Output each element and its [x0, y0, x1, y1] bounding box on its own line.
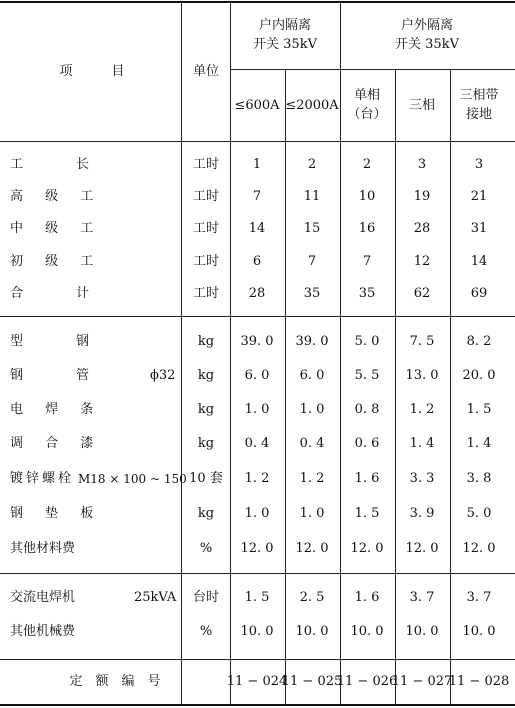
cell-value: 1. 0 [244, 506, 270, 521]
cell-value: 28 [413, 221, 431, 236]
cell-value: 7 [252, 189, 262, 204]
row-unit: % [199, 624, 213, 639]
cell-value: 6 [252, 254, 262, 269]
col-rule-outdoor-mid2 [450, 69, 451, 704]
col-rule-unit [181, 2, 182, 704]
cell-value: 69 [470, 286, 488, 301]
cell-value: 1. 5 [244, 590, 270, 605]
row-unit: % [199, 541, 213, 556]
col-rule-outdoor-mid1 [395, 69, 396, 704]
row-item-label: 镀锌螺栓 [10, 471, 75, 486]
row-spec: ϕ32 [150, 368, 176, 383]
cell-value: 3. 7 [409, 590, 435, 605]
cell-value: 3 [474, 157, 484, 172]
cell-value: 6. 0 [299, 368, 325, 383]
col-rule-outdoor [340, 2, 341, 704]
cell-value: 7. 5 [409, 334, 435, 349]
cell-value: 39. 0 [295, 334, 329, 349]
cell-value: 7 [362, 254, 372, 269]
row-item-label: 高 级 工 [10, 189, 103, 204]
cell-value: 0. 6 [354, 436, 380, 451]
row-unit: 工时 [192, 286, 220, 301]
cell-value: 6. 0 [244, 368, 270, 383]
cell-value: 35 [358, 286, 376, 301]
cell-value: 14 [248, 221, 266, 236]
cell-value: 13. 0 [405, 368, 439, 383]
cell-value: 3. 8 [466, 471, 492, 486]
row-unit: kg [197, 506, 215, 521]
cell-value: 15 [303, 221, 321, 236]
cell-value: 1. 2 [409, 402, 435, 417]
row-unit: 工时 [192, 189, 220, 204]
quota-code: 11 − 024 [226, 674, 288, 689]
cell-value: 10 [358, 189, 376, 204]
cell-value: 12 [413, 254, 431, 269]
cell-value: 28 [248, 286, 266, 301]
row-spec: M18 × 100 ~ 150 [78, 472, 187, 486]
col-rule-indoor-mid [285, 69, 286, 704]
cell-value: 2. 5 [299, 590, 325, 605]
cell-value: 10. 0 [350, 624, 384, 639]
quota-code-label: 定 额 编 号 [69, 674, 161, 689]
cell-value: 2 [307, 157, 317, 172]
header-group-outdoor: 户外隔离 开关 35kV [395, 18, 459, 52]
cell-value: 1. 6 [354, 590, 380, 605]
cell-value: 1 [252, 157, 262, 172]
cell-value: 7 [307, 254, 317, 269]
row-unit: kg [197, 402, 215, 417]
cell-value: 1. 5 [466, 402, 492, 417]
row-item-label: 合 计 [10, 286, 99, 301]
row-unit: 10 套 [189, 471, 223, 486]
row-item-label: 钢 垫 板 [10, 506, 103, 521]
row-unit: kg [197, 334, 215, 349]
row-item-label: 钢 管 [10, 368, 99, 383]
cell-value: 1. 5 [354, 506, 380, 521]
cell-value: 16 [358, 221, 376, 236]
cell-value: 12. 0 [350, 541, 384, 556]
row-unit: 工时 [192, 221, 220, 236]
cell-value: 0. 4 [244, 436, 270, 451]
cell-value: 10. 0 [405, 624, 439, 639]
cell-value: 12. 0 [240, 541, 274, 556]
cell-value: 10. 0 [462, 624, 496, 639]
cell-value: 1. 4 [409, 436, 435, 451]
row-unit: kg [197, 436, 215, 451]
cell-value: 12. 0 [295, 541, 329, 556]
row-item-label: 电 焊 条 [10, 402, 103, 417]
cell-value: 19 [413, 189, 431, 204]
header-col-three: 三相 [408, 98, 436, 113]
quota-code: 11 − 026 [336, 674, 398, 689]
quota-code: 11 − 027 [391, 674, 453, 689]
cell-value: 1. 6 [354, 471, 380, 486]
row-item-label: 型 钢 [10, 334, 99, 349]
table-bottom-rule [0, 704, 515, 706]
header-sub-rule [230, 69, 515, 70]
cell-value: 10. 0 [240, 624, 274, 639]
cell-value: 12. 0 [405, 541, 439, 556]
cell-value: 0. 4 [299, 436, 325, 451]
cell-value: 12. 0 [462, 541, 496, 556]
materials-bottom-rule [0, 573, 515, 574]
cell-value: 5. 0 [466, 506, 492, 521]
row-item-label: 中 级 工 [10, 221, 103, 236]
cell-value: 10. 0 [295, 624, 329, 639]
cell-value: 39. 0 [240, 334, 274, 349]
cell-value: 3. 9 [409, 506, 435, 521]
cell-value: 5. 5 [354, 368, 380, 383]
cell-value: 3 [417, 157, 427, 172]
row-item-label: 其他材料费 [10, 541, 76, 556]
cell-value: 31 [470, 221, 488, 236]
cell-value: 20. 0 [462, 368, 496, 383]
cell-value: 1. 0 [299, 402, 325, 417]
row-item-label: 初 级 工 [10, 254, 103, 269]
cell-value: 14 [470, 254, 488, 269]
col-rule-values [230, 2, 231, 704]
cell-value: 11 [303, 189, 321, 204]
header-unit: 单位 [192, 64, 220, 79]
quota-code: 11 − 025 [281, 674, 343, 689]
cell-value: 2 [362, 157, 372, 172]
cell-value: 1. 0 [299, 506, 325, 521]
header-bottom-rule [0, 141, 515, 142]
cell-value: 35 [303, 286, 321, 301]
cell-value: 1. 4 [466, 436, 492, 451]
cell-value: 0. 8 [354, 402, 380, 417]
cell-value: 3. 7 [466, 590, 492, 605]
row-unit: 工时 [192, 157, 220, 172]
table-top-rule [0, 1, 515, 3]
row-item-label: 交流电焊机 [10, 590, 76, 605]
cell-value: 8. 2 [466, 334, 492, 349]
row-unit: 台时 [192, 590, 220, 605]
header-col-three-ground: 三相带 接地 [459, 88, 499, 122]
cell-value: 5. 0 [354, 334, 380, 349]
header-item: 项 目 [59, 64, 125, 79]
row-spec: 25kVA [134, 590, 177, 605]
cell-value: 1. 2 [244, 471, 270, 486]
machinery-bottom-rule [0, 659, 515, 660]
row-item-label: 其他机械费 [10, 624, 76, 639]
labor-bottom-rule [0, 316, 515, 317]
cell-value: 21 [470, 189, 488, 204]
row-item-label: 调 合 漆 [10, 436, 103, 451]
header-col-indoor-600: ≤600A [234, 98, 280, 113]
cell-value: 1. 2 [299, 471, 325, 486]
row-unit: 工时 [192, 254, 220, 269]
header-group-indoor: 户内隔离 开关 35kV [253, 18, 317, 52]
cell-value: 1. 0 [244, 402, 270, 417]
cell-value: 3. 3 [409, 471, 435, 486]
quota-code: 11 − 028 [448, 674, 510, 689]
row-item-label: 工 长 [10, 157, 99, 172]
header-col-indoor-2000: ≤2000A [285, 98, 339, 113]
header-col-single: 单相 （台） [347, 88, 387, 122]
cell-value: 62 [413, 286, 431, 301]
row-unit: kg [197, 368, 215, 383]
